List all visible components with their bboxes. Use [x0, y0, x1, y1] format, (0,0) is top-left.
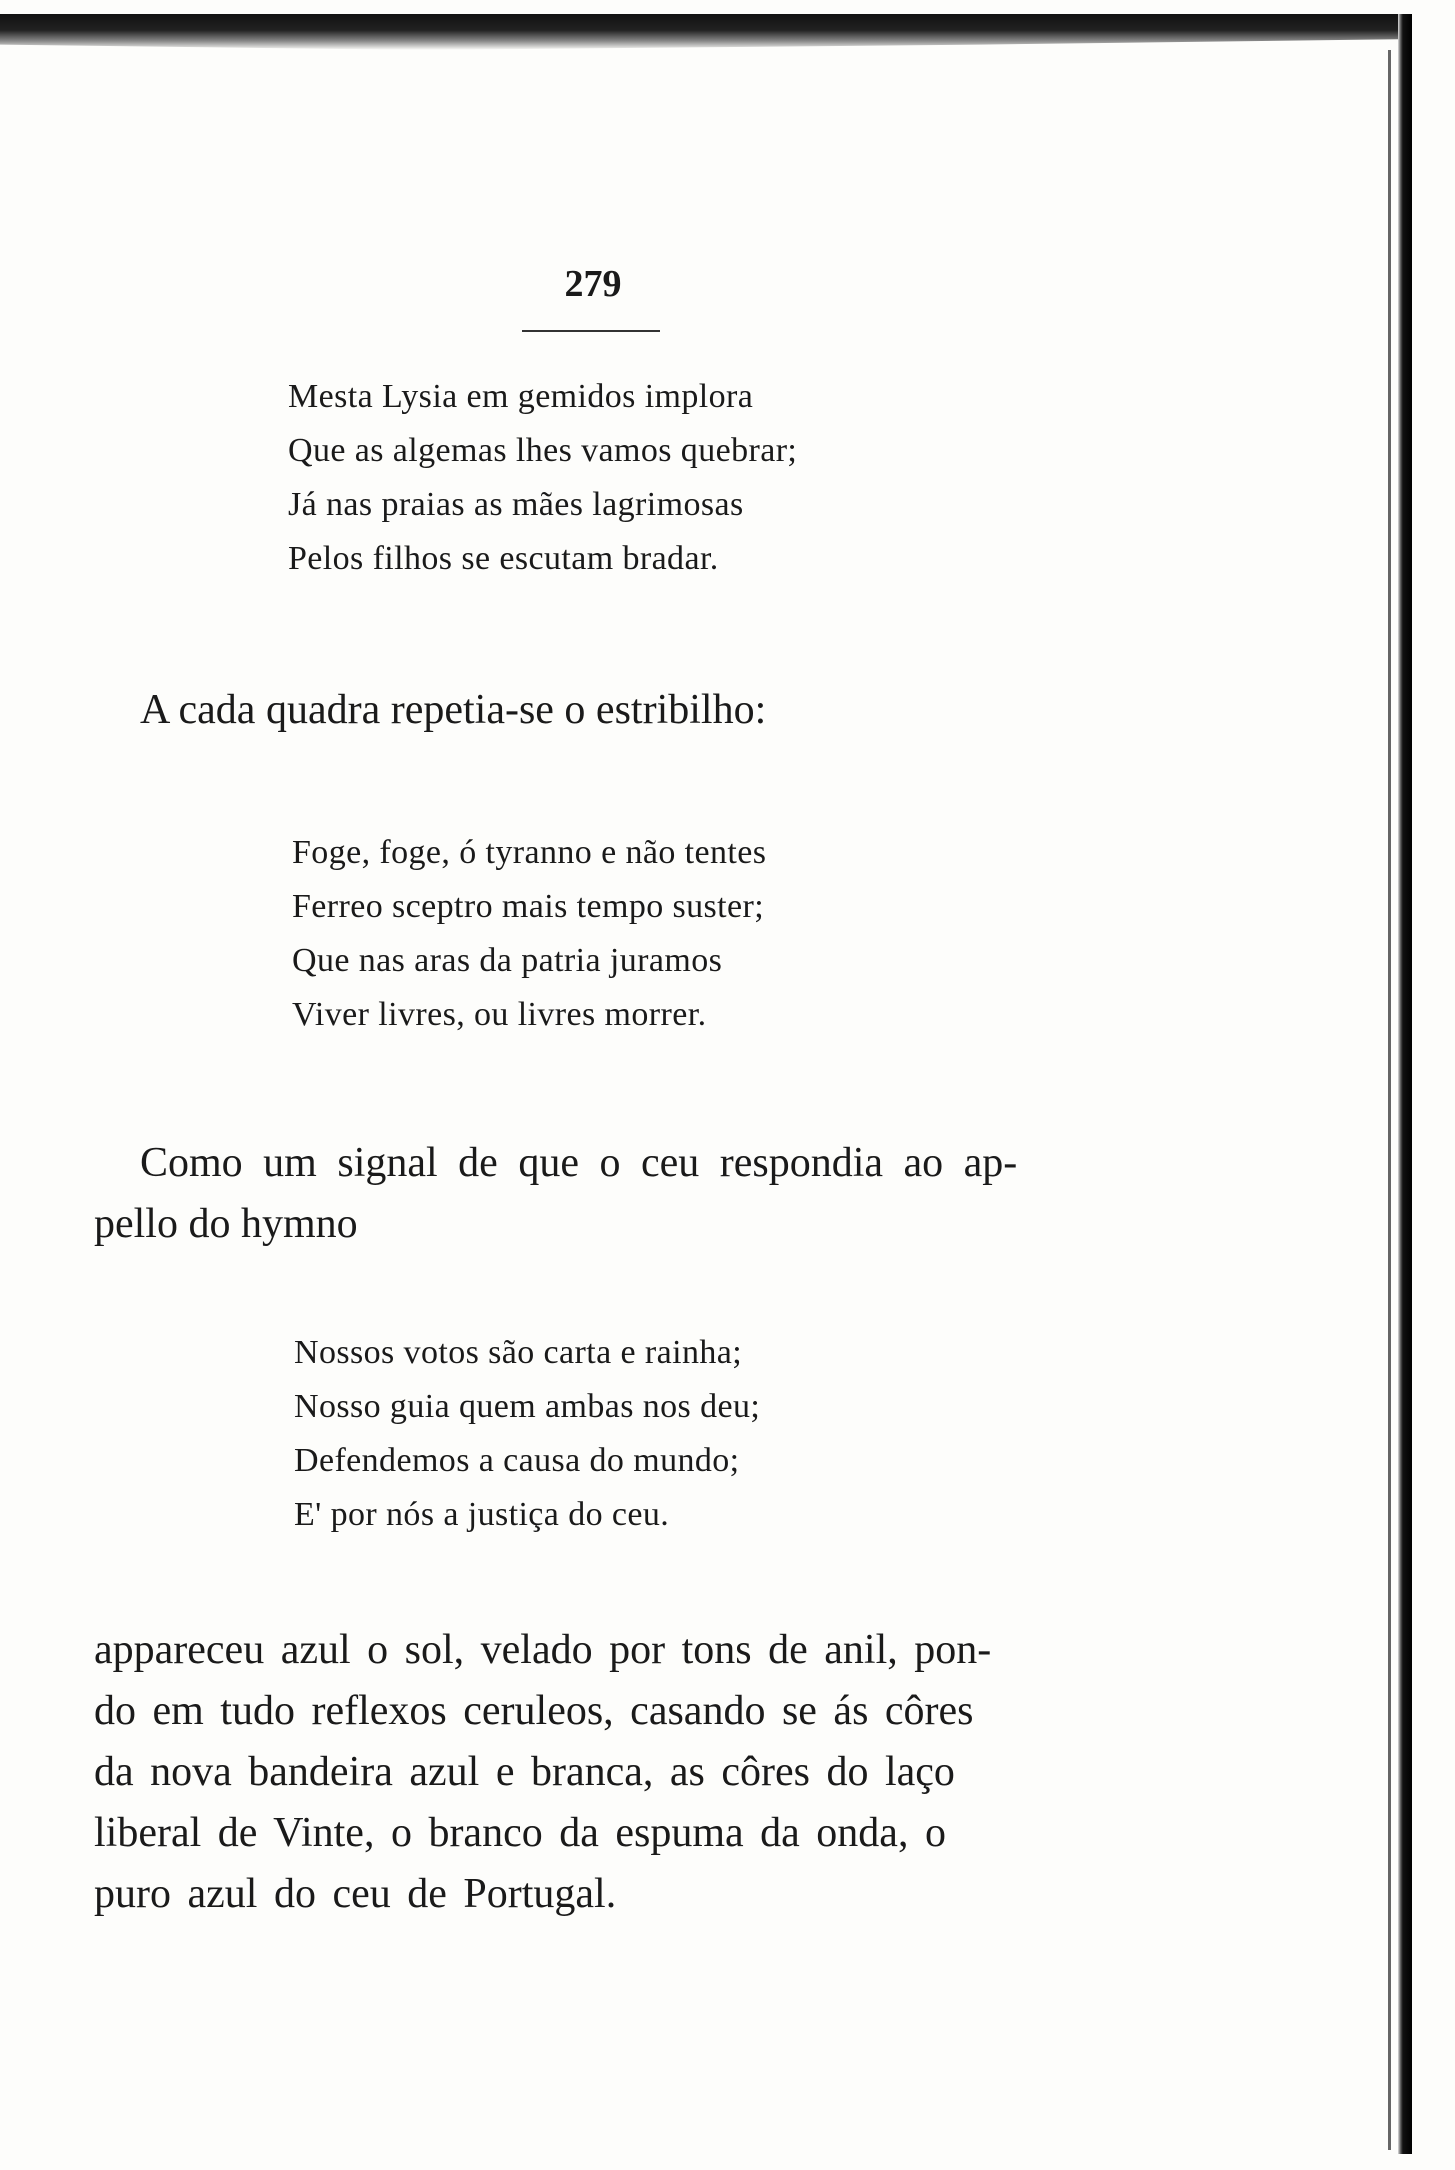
prose-line: da nova bandeira azul e branca, as côres do laço [94, 1749, 955, 1795]
prose-line: puro azul do ceu de Portugal. [94, 1871, 617, 1917]
verse-stanza-3 [294, 1326, 760, 1542]
verse-line: Defendemos a causa do mundo; [294, 1442, 740, 1479]
verse-line: Nosso guia quem ambas nos deu; [294, 1388, 761, 1425]
verse-stanza-2 [292, 826, 766, 1042]
verse-line: Pelos filhos se escutam bradar. [288, 540, 719, 577]
prose-paragraph-1: A cada quadra repetia-se o estribilho: [140, 687, 767, 733]
verse-line: Ferreo sceptro mais tempo suster; [292, 888, 765, 925]
prose-line: appareceu azul o sol, velado por tons de anil, pon- [94, 1627, 992, 1673]
prose-paragraph-2 [94, 1133, 1094, 1255]
verse-line: Mesta Lysia em gemidos implora [288, 378, 754, 415]
verse-line: Já nas praias as mães lagrimosas [288, 486, 744, 523]
prose-line: Como um signal de que o ceu respondia ao ap- [140, 1140, 1018, 1186]
verse-line: Que nas aras da patria juramos [292, 942, 723, 979]
verse-line: Foge, foge, ó tyranno e não tentes [292, 834, 767, 871]
prose-line: do em tudo reflexos ceruleos, casando se ás côres [94, 1688, 974, 1734]
page-number: 279 [564, 263, 622, 305]
page-number-rule [522, 330, 660, 332]
verse-line: Viver livres, ou livres morrer. [292, 996, 707, 1033]
verse-line: E' por nós a justiça do ceu. [294, 1496, 670, 1533]
page-right-edge-binding [1398, 14, 1412, 2154]
page-top-edge-shadow [0, 14, 1400, 50]
prose-line: pello do hymno [94, 1201, 358, 1247]
verse-line: Que as algemas lhes vamos quebrar; [288, 432, 798, 469]
page-right-edge-line [1388, 50, 1391, 2150]
prose-paragraph-3 [94, 1620, 1094, 1925]
prose-line: liberal de Vinte, o branco da espuma da onda, o [94, 1810, 946, 1856]
verse-line: Nossos votos são carta e rainha; [294, 1334, 743, 1371]
verse-stanza-1 [288, 370, 797, 586]
